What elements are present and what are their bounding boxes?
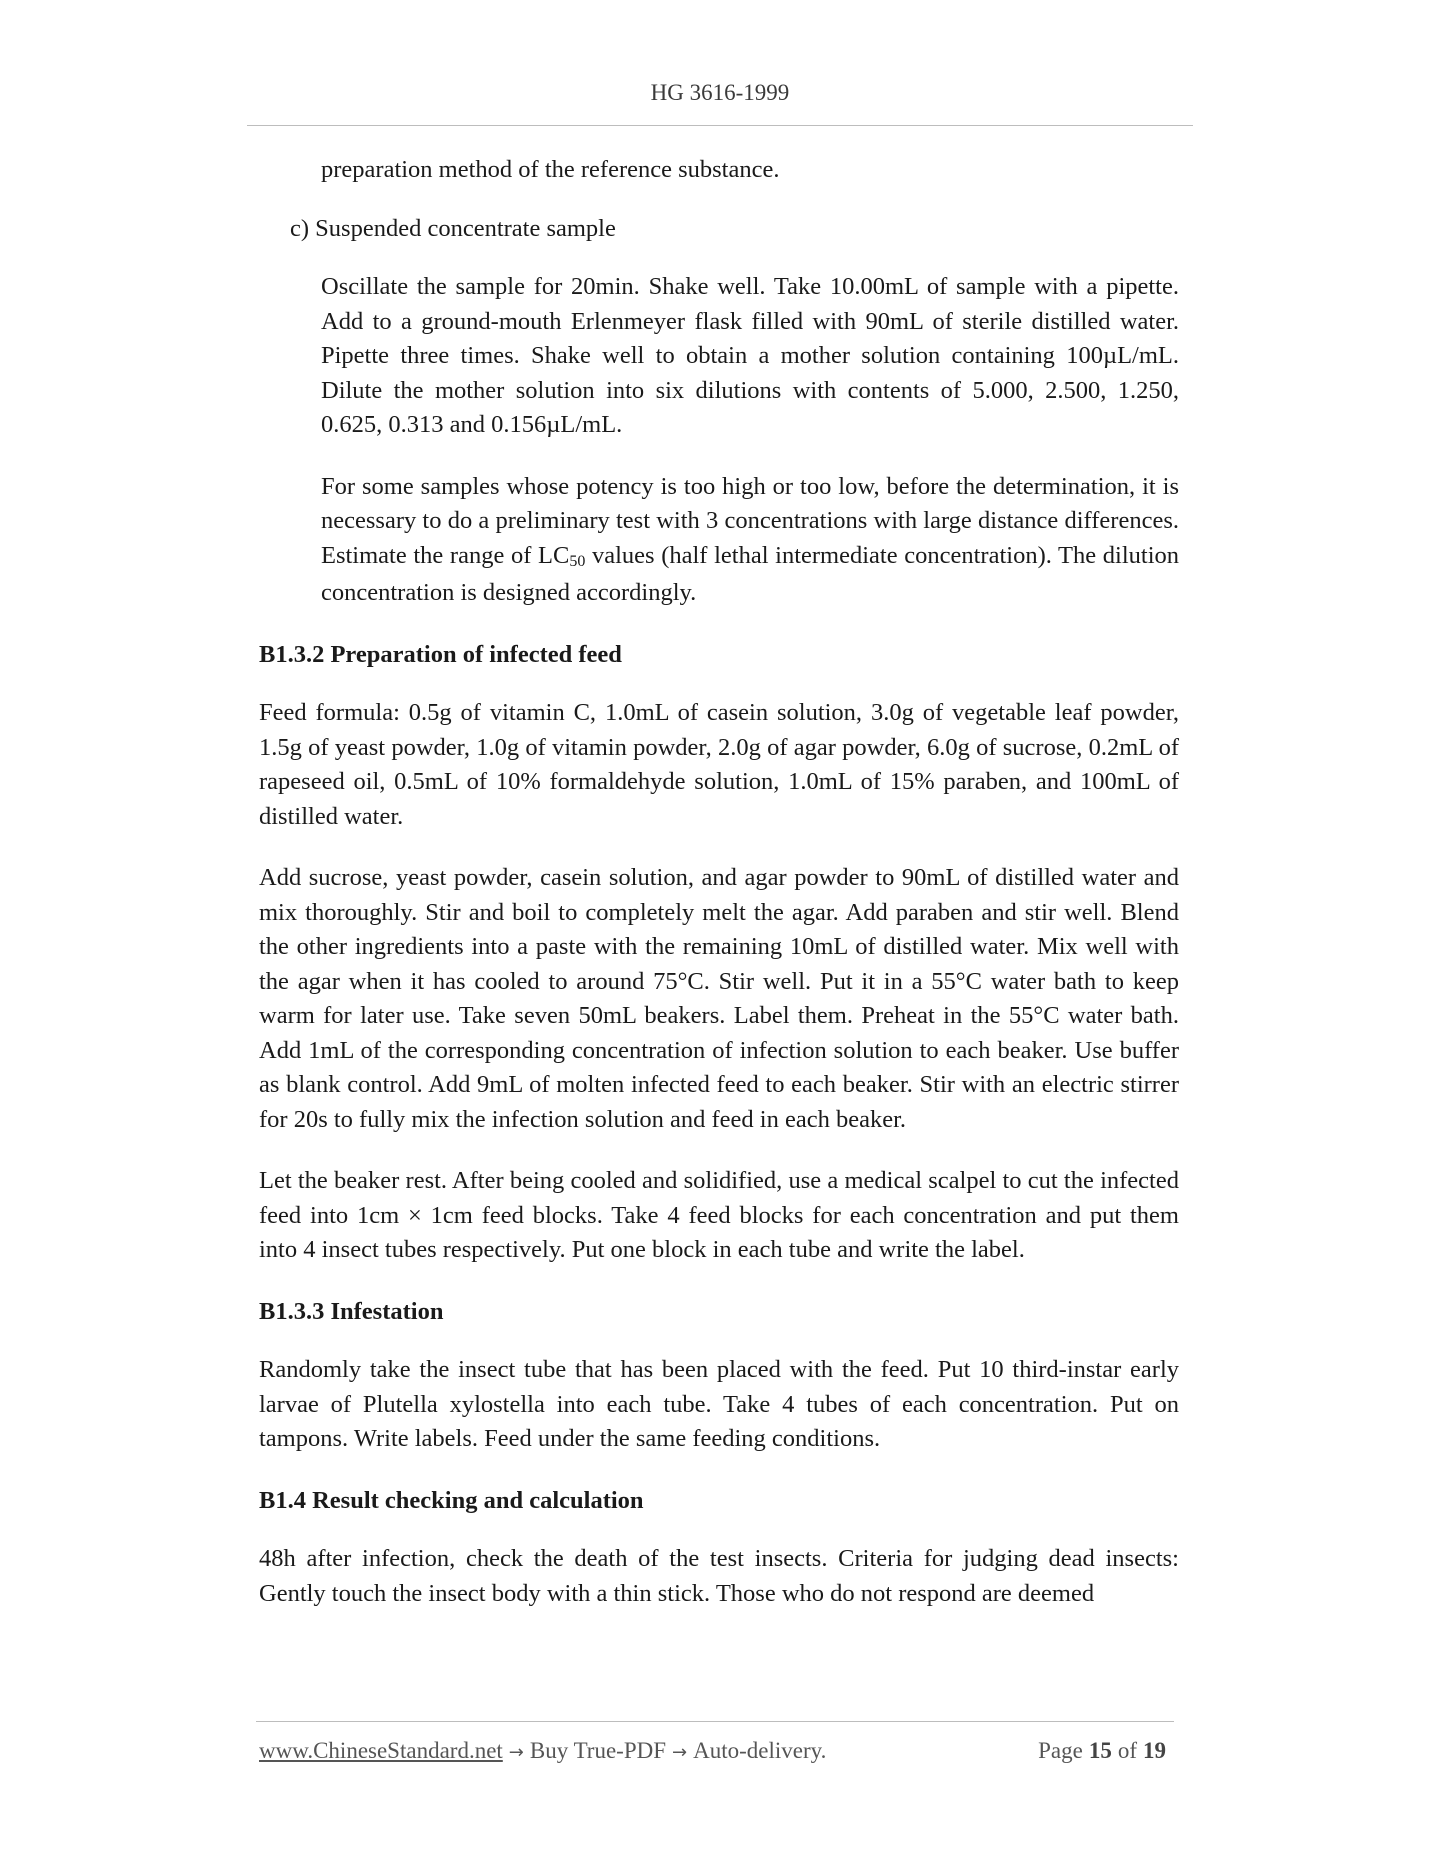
heading-b1-3-3: B1.3.3 Infestation (259, 1297, 444, 1325)
header-divider (247, 125, 1193, 126)
footer-left (259, 1738, 826, 1764)
lc50-subscript: 50 (569, 552, 586, 570)
page-number (1038, 1738, 1172, 1764)
page-total: 19 (1143, 1738, 1166, 1763)
page-word: Page (1038, 1738, 1083, 1763)
arrow-right-icon: → (508, 1742, 524, 1763)
page-current: 15 (1088, 1738, 1112, 1763)
auto-delivery-text: Auto-delivery. (693, 1738, 827, 1763)
b14-paragraph-1: 48h after infection, check the death of the test insects. Criteria for judging dead insects: Gently touch the insect body with a thin stick. Those who do not respond are deemed (259, 1545, 1179, 1607)
b132-paragraph-1: Feed formula: 0.5g of vitamin C, 1.0mL of casein solution, 3.0g of vegetable leaf powder, 1.5g of yeast powder, 1.0g of vitamin powder, 2.0g of agar powder, 6.0g of sucrose, 0.2mL of rapeseed oil, 0.5mL of 10% formaldehyde solution, 1.0mL of 15% paraben, and 100mL of distilled water. (259, 699, 1179, 830)
buy-true-pdf-text: Buy True-PDF (529, 1738, 667, 1763)
page-footer (259, 1738, 1172, 1764)
site-link[interactable]: www.ChineseStandard.net (259, 1738, 503, 1763)
footer-divider (256, 1721, 1174, 1722)
continued-text: preparation method of the reference substance. (321, 156, 780, 183)
b132-paragraph-2: Add sucrose, yeast powder, casein solution, and agar powder to 90mL of distilled water and mix thoroughly. Stir and boil to completely melt the agar. Add paraben and stir well. Blend the other ingredients into a paste with the remaining 10mL of distilled water. Mix well with the agar when it has cooled to around 75°C. Stir well. Put it in a 55°C water bath to keep warm for later use. Take seven 50mL beakers. Label them. Preheat in the 55°C water bath. Add 1mL of the corresponding concentration of infection solution to each beaker. Use buffer as blank control. Add 9mL of molten infected feed to each beaker. Stir with an electric stirrer for 20s to fully mix the infection solution and feed in each beaker. (259, 864, 1179, 1133)
item-c-title: c) Suspended concentrate sample (290, 214, 616, 242)
lc50-text-after: values (half lethal intermediate concentration). The dilution concentration is designed accordingly. (321, 541, 1180, 606)
lc50-text-before: For some samples whose potency is too high or too low, before the determination, it is necessary to do a preliminary test with 3 concentrations with large distance differences. Estimate the range of LC (321, 472, 1179, 569)
arrow-right-icon: → (672, 1742, 688, 1763)
document-body (259, 153, 1179, 1638)
item-c-paragraph-1: Oscillate the sample for 20min. Shake well. Take 10.00mL of sample with a pipette. Add to a ground-mouth Erlenmeyer flask filled with 90mL of sterile distilled water. Pipette three times. Shake well to obtain a mother solution containing 100µL/mL. Dilute the mother solution into six dilutions with contents of 5.000, 2.500, 1.250, 0.625, 0.313 and 0.156µL/mL. (321, 273, 1179, 438)
b133-paragraph-1: Randomly take the insect tube that has been placed with the feed. Put 10 third-instar early larvae of Plutella xylostella into each tube. Take 4 tubes of each concentration. Put on tampons. Write labels. Feed under the same feeding conditions. (259, 1356, 1179, 1452)
heading-b1-3-2: B1.3.2 Preparation of infected feed (259, 640, 622, 668)
item-c-paragraph-2 (259, 470, 1179, 611)
document-header: HG 3616-1999 (650, 80, 790, 105)
heading-b1-4: B1.4 Result checking and calculation (259, 1486, 644, 1514)
b132-paragraph-3: Let the beaker rest. After being cooled and solidified, use a medical scalpel to cut the infected feed into 1cm × 1cm feed blocks. Take 4 feed blocks for each concentration and put them into 4 insect tubes respectively. Put one block in each tube and write the label. (259, 1167, 1179, 1263)
of-word: of (1117, 1738, 1137, 1763)
